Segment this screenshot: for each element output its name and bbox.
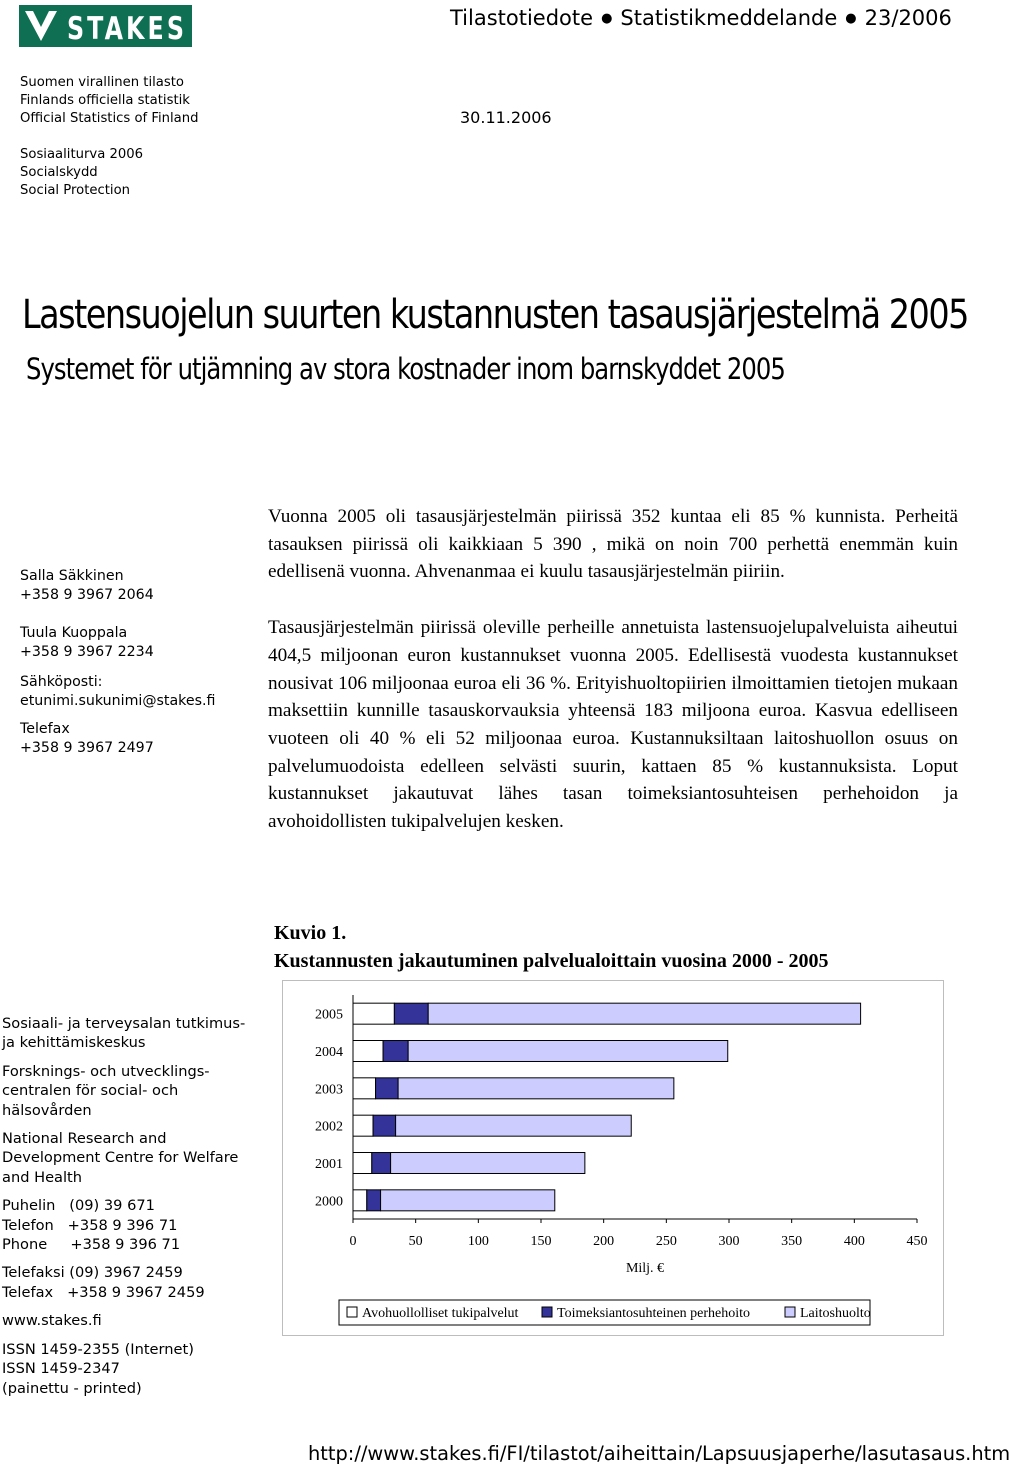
x-tick-label: 350 bbox=[781, 1234, 803, 1249]
publication-date: 30.11.2006 bbox=[460, 108, 552, 127]
series-fi: Tilastotiedote bbox=[450, 6, 594, 30]
logo-mark bbox=[25, 11, 57, 41]
org-website[interactable]: www.stakes.fi bbox=[2, 1312, 102, 1330]
spacer bbox=[2, 1254, 245, 1263]
bar-segment bbox=[381, 1190, 555, 1211]
issn-print: ISSN 1459-2347 bbox=[2, 1360, 120, 1378]
bar-segment bbox=[367, 1190, 381, 1211]
org-name-en-3: and Health bbox=[2, 1168, 83, 1186]
spacer bbox=[2, 1187, 245, 1196]
spacer bbox=[20, 711, 215, 720]
topic-en: Social Protection bbox=[20, 183, 131, 198]
legend-swatch bbox=[542, 1307, 552, 1317]
legend-label: Toimeksiantosuhteinen perhehoito bbox=[557, 1306, 751, 1321]
title-sv: Systemet för utjämning av stora kostnader inom barnskyddet 2005 bbox=[26, 352, 785, 386]
series-sv: Statistikmeddelande bbox=[620, 6, 838, 30]
bar-segment bbox=[353, 1115, 373, 1136]
figure-heading bbox=[274, 919, 829, 975]
org-name-sv-1: Forsknings- och utvecklings- bbox=[2, 1062, 210, 1080]
org-name-fi-2: ja kehittämiskeskus bbox=[2, 1034, 146, 1052]
issn-internet: ISSN 1459-2355 (Internet) bbox=[2, 1340, 194, 1358]
bar-segment bbox=[353, 1041, 383, 1062]
bar-segment bbox=[398, 1078, 674, 1099]
official-stats-fi: Suomen virallinen tilasto bbox=[20, 75, 184, 90]
legend-label: Avohuollolliset tukipalvelut bbox=[362, 1306, 519, 1321]
bar-segment bbox=[372, 1153, 391, 1174]
figure-title: Kustannusten jakautuminen palvelualoittain vuosina 2000 - 2005 bbox=[274, 950, 829, 972]
x-tick-label: 250 bbox=[655, 1234, 677, 1249]
telefax-label: Telefax bbox=[20, 721, 70, 737]
org-name-en-2: Development Centre for Welfare bbox=[2, 1149, 239, 1167]
org-phone-fi: Puhelin (09) 39 671 bbox=[2, 1197, 155, 1215]
bar-segment bbox=[353, 1078, 376, 1099]
bar-segment bbox=[408, 1041, 728, 1062]
logo-text: STAKES bbox=[67, 11, 187, 47]
body-paragraph-1: Vuonna 2005 oli tasausjärjestelmän piirissä 352 kuntaa eli 85 % kunnista. Perheitä tasauksen piirissä oli kaikkiaan 5 390 , mikä on noin 700 perhettä enemmän kuin edellisenä vuonna. Ahvenanmaa ei kuulu tasausjärjestelmän piiriin. bbox=[268, 506, 958, 583]
bar-segment bbox=[394, 1003, 428, 1024]
y-tick-label: 2002 bbox=[315, 1119, 343, 1135]
figure-label: Kuvio 1. bbox=[274, 922, 347, 944]
logo-graphic bbox=[19, 5, 192, 47]
issue-number: 23/2006 bbox=[864, 6, 952, 30]
org-phone-en: Phone +358 9 396 71 bbox=[2, 1236, 181, 1254]
chart-svg bbox=[283, 981, 945, 1337]
bar-segment bbox=[428, 1003, 860, 1024]
official-stats-en: Official Statistics of Finland bbox=[20, 111, 199, 126]
spacer bbox=[2, 1302, 245, 1311]
org-fax-fi: Telefaksi (09) 3967 2459 bbox=[2, 1264, 183, 1282]
spacer bbox=[2, 1120, 245, 1129]
x-tick-label: 450 bbox=[906, 1234, 928, 1249]
contact-info bbox=[20, 567, 215, 758]
email-address[interactable]: etunimi.sukunimi@stakes.fi bbox=[20, 693, 216, 709]
stakes-logo bbox=[19, 5, 192, 47]
topic-block bbox=[20, 146, 143, 200]
x-tick-label: 0 bbox=[349, 1234, 357, 1249]
contact-person-1: Salla Säkkinen bbox=[20, 568, 124, 584]
title-fi: Lastensuojelun suurten kustannusten tasausjärjestelmä 2005 bbox=[22, 292, 968, 338]
spacer bbox=[2, 1331, 245, 1340]
x-tick-label: 400 bbox=[843, 1234, 865, 1249]
org-name-en-1: National Research and bbox=[2, 1130, 167, 1148]
org-fax-sv: Telefax +358 9 3967 2459 bbox=[2, 1283, 205, 1301]
y-tick-label: 2001 bbox=[315, 1157, 343, 1172]
official-stats-sv: Finlands officiella statistik bbox=[20, 93, 190, 108]
bullet-icon: ● bbox=[601, 11, 613, 26]
bar-segment bbox=[373, 1115, 396, 1136]
y-tick-label: 2003 bbox=[315, 1082, 343, 1098]
org-phone-sv: Telefon +358 9 396 71 bbox=[2, 1216, 178, 1234]
x-tick-label: 150 bbox=[530, 1234, 552, 1249]
bar-segment bbox=[391, 1153, 585, 1174]
body-text bbox=[268, 503, 958, 864]
contact-phone-1: +358 9 3967 2064 bbox=[20, 587, 154, 603]
y-tick-label: 2000 bbox=[315, 1194, 343, 1210]
email-label: Sähköposti: bbox=[20, 674, 103, 690]
contact-person-2: Tuula Kuoppala bbox=[20, 625, 128, 641]
org-name-fi-1: Sosiaali- ja terveysalan tutkimus- bbox=[2, 1015, 246, 1032]
legend-label: Laitoshuolto bbox=[800, 1306, 871, 1321]
topic-sv: Socialskydd bbox=[20, 165, 98, 180]
bar-segment bbox=[353, 1190, 367, 1211]
x-tick-label: 200 bbox=[593, 1234, 615, 1249]
body-paragraph-2: Tasausjärjestelmän piirissä oleville perheille annetuista lastensuojelupalveluista aiheutui 404,5 miljoonan euron kustannukset vuonna 2005. Edellisestä vuodesta kustannukset nousivat 106 miljoonaa euroa eli 36 %. Erityishuoltopiirien ilmoittamien tietojen mukaan maksettiin kunnille tasauskorvauksia yhteensä 183 miljoona euroa. Kasvua edelliseen vuoteen oli 40 % eli 52 miljoonaa euroa. Kustannuksiltaan laitoshuollon osuus on palvelumuodoista edelleen selvästi suurin, kattaen 85 % kustannuksista. Loput kustannukset jakautuvat lähes tasan toimeksiantosuhteisen perhehoidon ja avohoidollisten tukipalvelujen kesken. bbox=[268, 617, 958, 833]
official-statistics bbox=[20, 74, 198, 128]
x-tick-label: 300 bbox=[718, 1234, 740, 1249]
org-name-sv-3: hälsovården bbox=[2, 1101, 92, 1119]
legend-swatch bbox=[347, 1307, 357, 1317]
spacer bbox=[20, 605, 215, 624]
bar-segment bbox=[396, 1115, 632, 1136]
y-tick-label: 2004 bbox=[315, 1045, 343, 1060]
publication-header bbox=[450, 6, 960, 30]
footer-url[interactable]: http://www.stakes.fi/FI/tilastot/aiheittain/Lapsuusjaperhe/lasutasaus.htm bbox=[308, 1442, 1010, 1465]
bar-segment bbox=[383, 1041, 408, 1062]
x-axis-label: Milj. € bbox=[625, 1261, 665, 1276]
bar-segment bbox=[353, 1003, 394, 1024]
legend-swatch bbox=[785, 1307, 795, 1317]
spacer bbox=[2, 1053, 245, 1062]
bullet-icon: ● bbox=[845, 11, 857, 26]
bar-segment bbox=[376, 1078, 399, 1099]
y-tick-label: 2005 bbox=[315, 1007, 343, 1023]
cost-distribution-chart bbox=[282, 980, 944, 1336]
x-tick-label: 100 bbox=[467, 1234, 489, 1249]
contact-phone-2: +358 9 3967 2234 bbox=[20, 644, 154, 660]
issn-print-note: (painettu - printed) bbox=[2, 1379, 142, 1397]
telefax-number: +358 9 3967 2497 bbox=[20, 740, 154, 756]
spacer bbox=[20, 662, 215, 673]
organization-info bbox=[2, 1014, 245, 1398]
org-name-sv-2: centralen för social- och bbox=[2, 1082, 179, 1100]
bar-segment bbox=[353, 1153, 372, 1174]
x-tick-label: 50 bbox=[408, 1234, 423, 1249]
topic-fi: Sosiaaliturva 2006 bbox=[20, 147, 144, 162]
